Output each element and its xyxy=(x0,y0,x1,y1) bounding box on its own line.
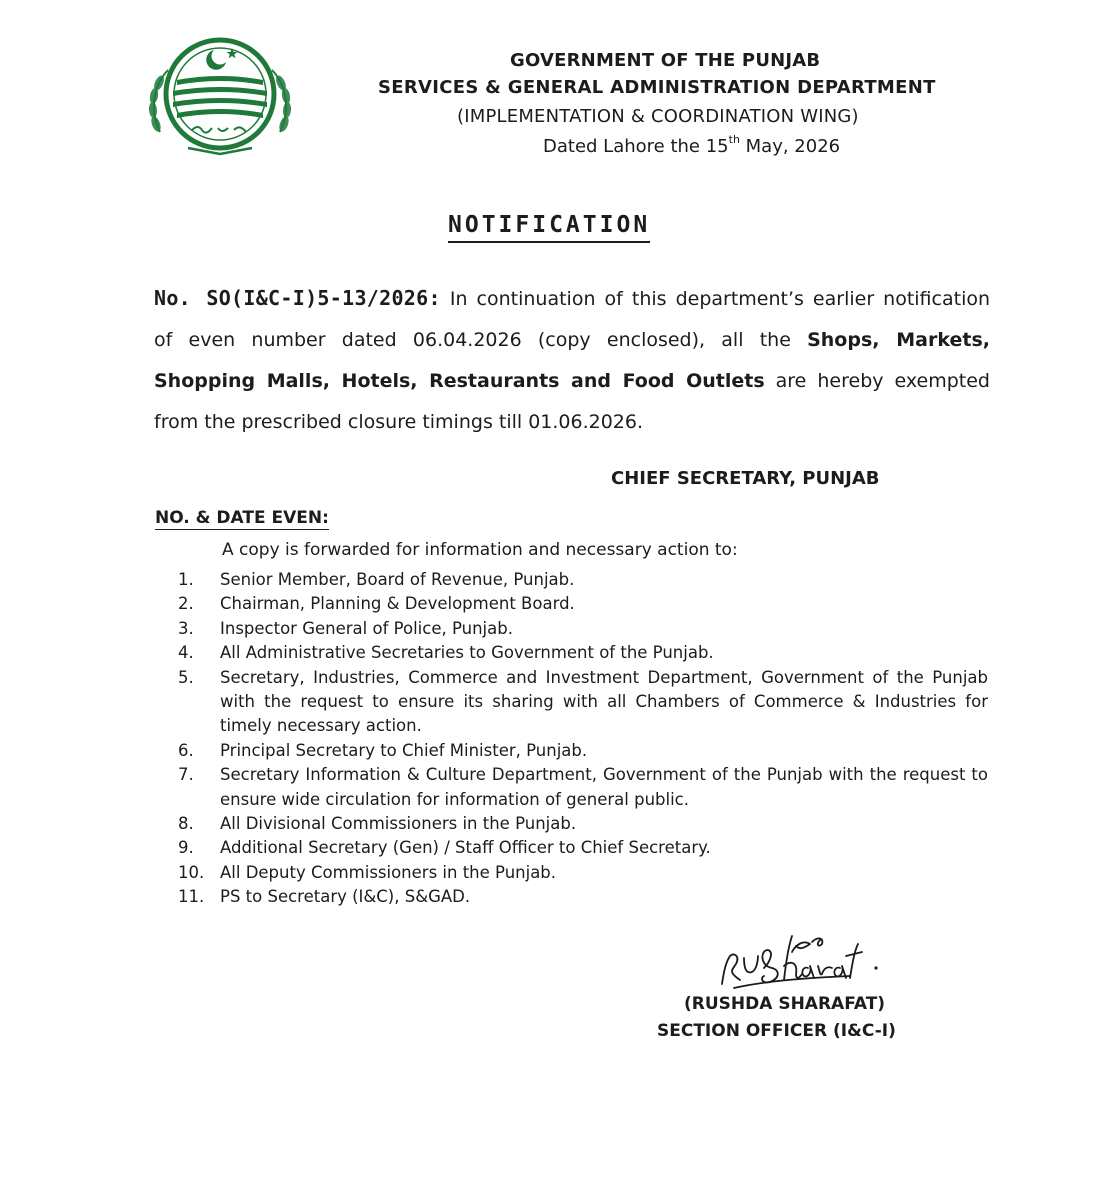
list-item xyxy=(178,763,988,812)
list-item xyxy=(178,641,988,665)
date-ordinal: th xyxy=(728,133,740,146)
distribution-list xyxy=(178,568,988,910)
notification-ref-no: No. SO(I&C-I)5-13/2026: xyxy=(154,286,441,310)
list-item-text: Senior Member, Board of Revenue, Punjab. xyxy=(220,570,575,589)
notification-text-2: are hereby exempted from the prescribed closure timings till 01.06.2026. xyxy=(154,370,990,433)
signatory-name: (RUSHDA SHARAFAT) xyxy=(684,994,886,1014)
list-item-text: All Deputy Commissioners in the Punjab. xyxy=(220,862,557,882)
list-item-number: 4. xyxy=(178,643,194,663)
notification-bold-text: Shops, Markets, Shopping Malls, Hotels, Restaurants and Food Outlets xyxy=(154,329,990,392)
handwritten-signature xyxy=(700,922,880,1002)
list-item-text: All Administrative Secretaries to Government of the Punjab. xyxy=(220,643,714,663)
dated-line xyxy=(543,133,841,157)
list-item xyxy=(178,739,988,763)
list-item xyxy=(178,666,988,739)
list-item-text: Chairman, Planning & Development Board. xyxy=(220,594,575,614)
notification-text-1: In continuation of this department’s earlier notification of even number dated 06.04.2026 (copy enclosed), all the xyxy=(154,288,991,351)
list-item xyxy=(178,836,988,860)
signatory-designation: SECTION OFFICER (I&C-I) xyxy=(657,1021,896,1041)
list-item-number: 2. xyxy=(178,594,194,614)
list-item-text: Principal Secretary to Chief Minister, Punjab. xyxy=(220,740,588,760)
list-item-text: All Divisional Commissioners in the Punjab. xyxy=(220,814,577,834)
list-item xyxy=(178,812,988,836)
punjab-government-emblem-icon xyxy=(140,32,300,162)
chief-secretary-signatory: CHIEF SECRETARY, PUNJAB xyxy=(611,468,880,489)
list-item-number: 1. xyxy=(178,570,194,589)
even-heading: NO. & DATE EVEN: xyxy=(155,508,329,528)
list-item-number: 8. xyxy=(178,814,194,834)
department-heading: SERVICES & GENERAL ADMINISTRATION DEPARTMENT xyxy=(378,77,936,98)
list-item-number: 5. xyxy=(178,667,194,687)
list-item-number: 3. xyxy=(178,618,194,638)
list-item xyxy=(178,568,988,592)
wing-heading: (IMPLEMENTATION & COORDINATION WING) xyxy=(457,106,859,127)
government-heading: GOVERNMENT OF THE PUNJAB xyxy=(510,50,821,71)
list-item-text: Secretary Information & Culture Department, Government of the Punjab with the request to ensure wide circulation for information of general public. xyxy=(220,765,988,809)
list-item-number: 7. xyxy=(178,765,194,785)
list-item xyxy=(178,885,988,909)
list-item-number: 9. xyxy=(178,838,194,858)
date-rest: May, 2026 xyxy=(739,136,841,157)
list-item-number: 6. xyxy=(178,740,194,760)
date-prefix: Dated Lahore the 15 xyxy=(543,136,729,157)
list-item xyxy=(178,861,988,885)
list-item-text: PS to Secretary (I&C), S&GAD. xyxy=(220,887,471,907)
forward-intro: A copy is forwarded for information and necessary action to: xyxy=(222,540,738,560)
list-item xyxy=(178,617,988,641)
list-item-number: 11. xyxy=(178,887,205,907)
page-title: NOTIFICATION xyxy=(448,212,650,243)
notification-body xyxy=(154,278,990,443)
list-item-text: Secretary, Industries, Commerce and Investment Department, Government of the Punjab with the request to ensure its sharing with all Chambers of Commerce & Industries for timely necessary action. xyxy=(220,667,988,736)
list-item-number: 10. xyxy=(178,862,205,882)
list-item-text: Inspector General of Police, Punjab. xyxy=(220,618,513,638)
list-item xyxy=(178,592,988,616)
list-item-text: Additional Secretary (Gen) / Staff Officer to Chief Secretary. xyxy=(220,838,711,858)
